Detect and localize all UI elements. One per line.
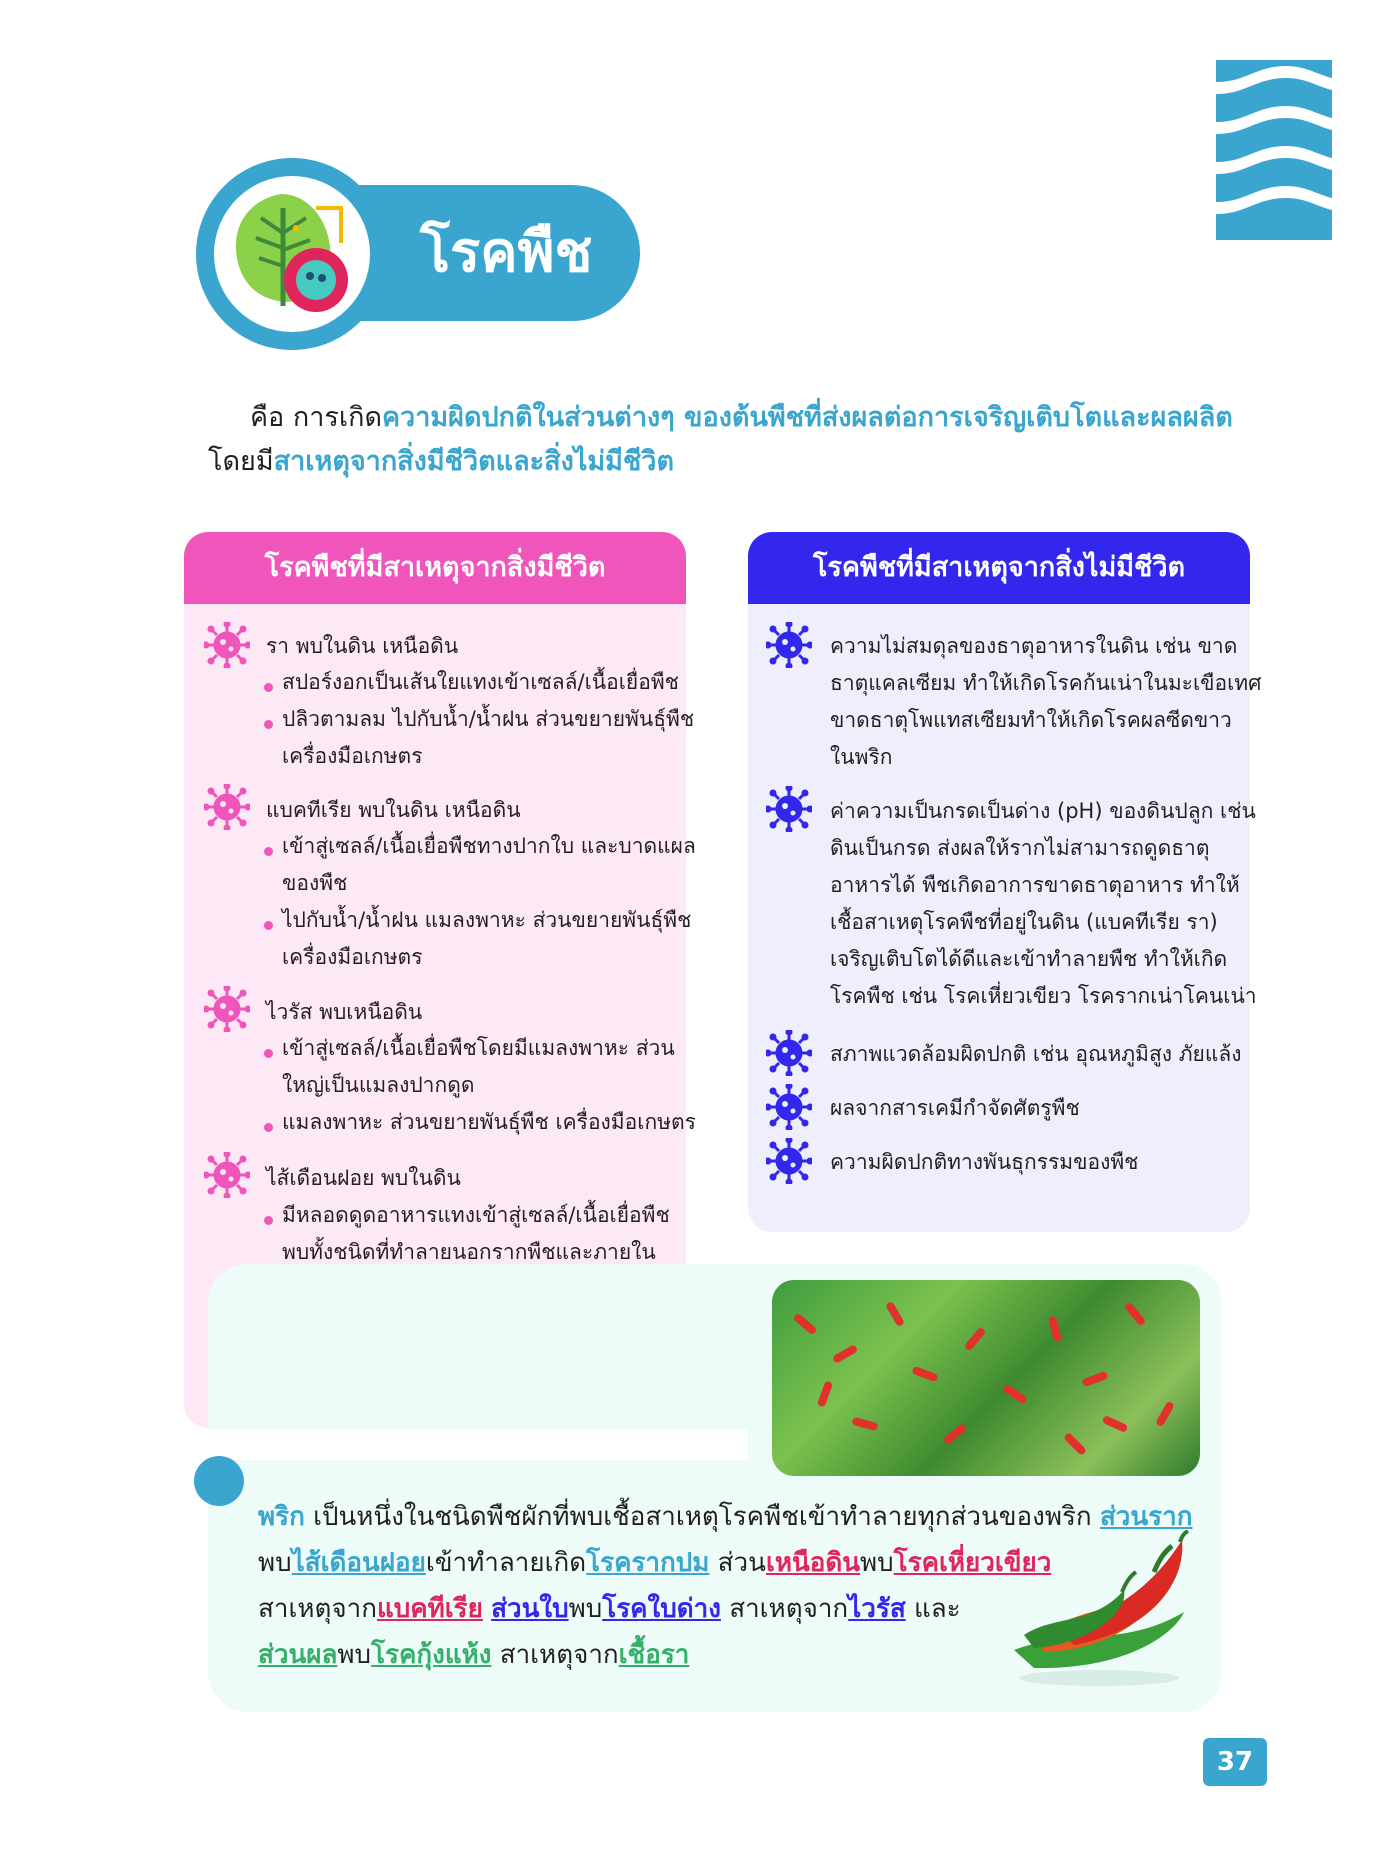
biotic-bullet-cont: พบทั้งชนิดที่ทำลายนอกรากพืชและภายใน <box>282 1240 656 1264</box>
fungus-label: เชื้อรา <box>618 1640 690 1670</box>
abiotic-item-line: ค่าความเป็นกรดเป็นด่าง (pH) ของดินปลูก เช่น <box>830 799 1256 823</box>
biotic-bullet: แมลงพาหะ ส่วนขยายพันธุ์พืช เครื่องมือเกษตร <box>282 1110 696 1134</box>
bullet-dot <box>264 1049 273 1058</box>
abiotic-item-line: เจริญเติบโตได้ดีและเข้าทำลายพืช ทำให้เกิด <box>830 947 1228 971</box>
chili-text: พบ <box>337 1640 372 1670</box>
abiotic-card-header <box>748 532 1250 604</box>
abiotic-item-line: เชื้อสาเหตุโรคพืชที่อยู่ในดิน (แบคทีเรีย รา) <box>830 910 1218 934</box>
biotic-bullet-cont: เครื่องมือเกษตร <box>282 744 423 768</box>
biotic-bullet: มีหลอดดูดอาหารแทงเข้าสู่เซลล์/เนื้อเยื่อพืช <box>282 1203 670 1227</box>
diseased-plant-icon <box>226 188 358 320</box>
purple-germ-icon <box>766 1084 812 1130</box>
chili-pepper-illustration <box>1004 1530 1194 1690</box>
chili-text-line-2 <box>258 1540 1051 1586</box>
page-number-badge <box>1203 1738 1267 1786</box>
biotic-item-title: แบคทีเรีย พบในดิน เหนือดิน <box>266 798 521 822</box>
chili-text: สาเหตุจาก <box>491 1640 619 1670</box>
intro-line-1 <box>250 398 1233 438</box>
anthracnose-label: โรคกุ้งแห้ง <box>371 1640 492 1670</box>
nematode-label: ไส้เดือนฝอย <box>291 1548 426 1578</box>
bullet-dot <box>264 683 273 692</box>
biotic-bullet: เข้าสู่เซลล์/เนื้อเยื่อพืชโดยมีแมลงพาหะ ส่วน <box>282 1036 675 1060</box>
chili-text: พบ <box>860 1548 894 1578</box>
abiotic-item-line: อาหารได้ พืชเกิดอาการขาดธาตุอาหาร ทำให้ <box>830 873 1240 897</box>
purple-germ-icon <box>766 1030 812 1076</box>
leaf-part-label: ส่วนใบ <box>491 1594 569 1624</box>
root-knot-label: โรครากปม <box>586 1548 710 1578</box>
wave-decoration <box>1216 60 1332 240</box>
intro-highlight-2: สาเหตุจากสิ่งมีชีวิตและสิ่งไม่มีชีวิต <box>273 446 674 477</box>
biotic-card-title: โรคพืชที่มีสาเหตุจากสิ่งมีชีวิต <box>264 552 606 583</box>
virus-label: ไวรัส <box>848 1594 906 1624</box>
chili-field-photo <box>772 1280 1200 1476</box>
chili-text: และ <box>905 1594 961 1624</box>
biotic-bullet-cont: เครื่องมือเกษตร <box>282 945 423 969</box>
abiotic-card-title: โรคพืชที่มีสาเหตุจากสิ่งไม่มีชีวิต <box>812 552 1186 583</box>
chili-text-line-4 <box>258 1632 689 1678</box>
abiotic-item-line: สภาพแวดล้อมผิดปกติ เช่น อุณหภูมิสูง ภัยแล้ง <box>830 1042 1242 1066</box>
chili-text <box>483 1594 491 1624</box>
chili-word: พริก <box>258 1502 305 1532</box>
biotic-card-header <box>184 532 686 604</box>
page-title: โรคพืช <box>420 220 593 285</box>
abiotic-item-line: ดินเป็นกรด ส่งผลให้รากไม่สามารถดูดธาตุ <box>830 836 1210 860</box>
biotic-item-title: ไส้เดือนฝอย พบในดิน <box>266 1166 461 1190</box>
abiotic-item-line: ความผิดปกติทางพันธุกรรมของพืช <box>830 1150 1139 1174</box>
intro-line-2 <box>208 442 674 482</box>
biotic-bullet: ปลิวตามลม ไปกับน้ำ/น้ำฝน ส่วนขยายพันธุ์พืช <box>282 707 695 731</box>
pink-germ-icon <box>204 784 250 830</box>
bullet-dot <box>264 847 273 856</box>
biotic-bullet-cont: ใหญ่เป็นแมลงปากดูด <box>282 1073 475 1097</box>
pink-germ-icon <box>204 622 250 668</box>
abiotic-item-line: ในพริก <box>830 745 893 769</box>
chili-text: เป็นหนึ่งในชนิดพืชผักที่พบเชื้อสาเหตุโรคพืชเข้าทำลายทุกส่วนของพริก <box>304 1502 1100 1532</box>
chili-text: สาเหตุจาก <box>258 1594 377 1624</box>
chili-text: พบ <box>568 1594 603 1624</box>
biotic-bullet: เข้าสู่เซลล์/เนื้อเยื่อพืชทางปากใบ และบาดแผล <box>282 834 696 858</box>
biotic-bullet: สปอร์งอกเป็นเส้นใยแทงเข้าเซลล์/เนื้อเยื่อพืช <box>282 670 679 694</box>
abiotic-item-line: ขาดธาตุโพแทสเซียมทำให้เกิดโรคผลซีดขาว <box>830 708 1232 732</box>
fruit-part-label: ส่วนผล <box>258 1640 338 1670</box>
abiotic-item-line: ผลจากสารเคมีกำจัดศัตรูพืช <box>830 1096 1080 1120</box>
bullet-dot <box>264 720 273 729</box>
chili-text: สาเหตุจาก <box>720 1594 849 1624</box>
bullet-dot <box>264 921 273 930</box>
abiotic-item-line: ธาตุแคลเซียม ทำให้เกิดโรคก้นเน่าในมะเขือเทศ <box>830 671 1262 695</box>
purple-germ-icon <box>766 786 812 832</box>
root-part-label: ส่วนราก <box>1099 1502 1193 1532</box>
above-ground-label: เหนือดิน <box>765 1548 861 1578</box>
biotic-bullet-cont: ของพืช <box>282 871 348 895</box>
bacteria-label: แบคทีเรีย <box>376 1594 483 1624</box>
biotic-item-title: รา พบในดิน เหนือดิน <box>266 634 459 658</box>
mosaic-label: โรคใบด่าง <box>602 1594 721 1624</box>
bacterial-wilt-label: โรคเหี่ยวเขียว <box>893 1548 1052 1578</box>
chili-text: เข้าทำลายเกิด <box>425 1548 587 1578</box>
biotic-bullet: ไปกับน้ำ/น้ำฝน แมลงพาหะ ส่วนขยายพันธุ์พืช <box>282 908 692 932</box>
pink-germ-icon <box>204 1152 250 1198</box>
abiotic-item-line: ความไม่สมดุลของธาตุอาหารในดิน เช่น ขาด <box>830 634 1238 658</box>
abiotic-item-line: โรคพืช เช่น โรคเหี่ยวเขียว โรครากเน่าโคนเน่า <box>830 984 1257 1008</box>
purple-germ-icon <box>766 1138 812 1184</box>
chili-text: ส่วน <box>709 1548 766 1578</box>
purple-germ-icon <box>766 622 812 668</box>
bullet-dot <box>264 1123 273 1132</box>
intro-prefix: คือ การเกิด <box>250 402 382 433</box>
intro-prefix-2: โดยมี <box>208 446 274 477</box>
chili-text-line-3 <box>258 1586 961 1632</box>
biotic-item-title: ไวรัส พบเหนือดิน <box>266 1000 423 1024</box>
chili-text: พบ <box>258 1548 292 1578</box>
pink-germ-icon <box>204 986 250 1032</box>
intro-highlight: ความผิดปกติในส่วนต่างๆ ของต้นพืชที่ส่งผลต่อการเจริญเติบโตและผลผลิต <box>381 402 1233 433</box>
page-number: 37 <box>1216 1747 1254 1777</box>
bullet-dot <box>264 1216 273 1225</box>
box-corner-dot <box>194 1456 244 1506</box>
